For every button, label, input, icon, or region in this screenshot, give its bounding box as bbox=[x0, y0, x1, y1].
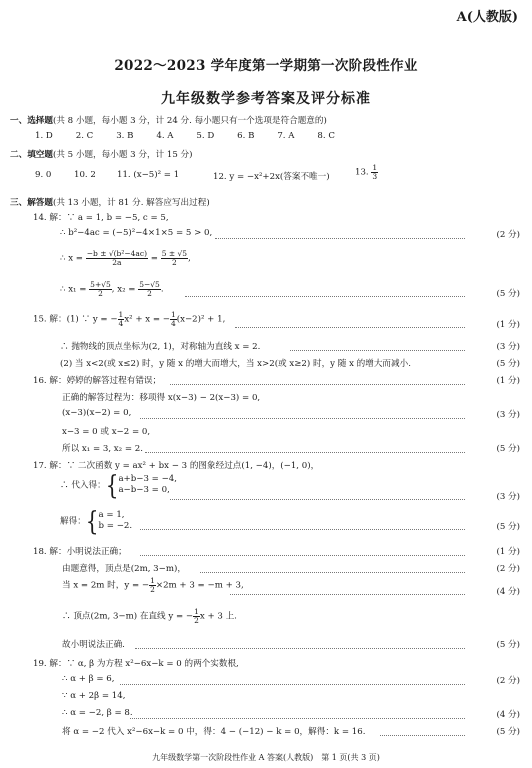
answer-12: 12. y = −x²+2x(答案不唯一) bbox=[213, 172, 330, 182]
q18-score-1: (1 分) bbox=[496, 547, 520, 557]
answer-4: 4. A bbox=[156, 131, 174, 141]
q18-score-2: (2 分) bbox=[496, 564, 520, 574]
q18-line3-pre: 当 x = 2m 时，y = − bbox=[62, 580, 150, 591]
q18-line2: 由题意得，顶点是(2m, 3−m)， bbox=[62, 564, 186, 574]
section3-heading: 三、解答题 bbox=[10, 198, 53, 208]
q14-line4 bbox=[60, 281, 164, 297]
document-title: 2022～2023 学年度第一学期第一次阶段性作业 bbox=[114, 58, 418, 74]
q19-line3: ∵ α + 2β = 14, bbox=[62, 691, 126, 701]
q17-score-1: (3 分) bbox=[496, 492, 520, 502]
fraction-numerator: 1 bbox=[118, 310, 124, 319]
q17-system-2 bbox=[60, 505, 133, 537]
fraction-numerator: 1 bbox=[150, 576, 155, 585]
fraction-numerator: 1 bbox=[171, 310, 176, 319]
q14-line2: ∴ b²−4ac = (−5)²−4×1×5 = 5 > 0, bbox=[60, 228, 213, 238]
q16-line2: 正确的解答过程为：移项得 x(x−3) − 2(x−3) = 0, bbox=[62, 393, 261, 403]
q16-line4: x−3 = 0 或 x−2 = 0, bbox=[62, 427, 151, 437]
leader-dots bbox=[140, 529, 465, 530]
q16-line3: (x−3)(x−2) = 0, bbox=[62, 408, 132, 418]
q15-score-3: (5 分) bbox=[496, 359, 520, 369]
q18-fraction-2 bbox=[193, 608, 200, 624]
q15-line3: (2) 当 x<2(或 x≤2) 时，y 随 x 的增大而增大，当 x>2(或 x≥2) 时，y 随 x 的增大而减小. bbox=[60, 359, 411, 369]
q18-line3-end: ×2m + 3 = −m + 3, bbox=[155, 580, 244, 591]
q15-fraction-2 bbox=[170, 311, 177, 327]
q18-line1: 18. 解：小明说法正确； bbox=[33, 547, 127, 557]
q19-score-3: (5 分) bbox=[496, 727, 520, 737]
leader-dots bbox=[215, 238, 465, 239]
document-subtitle: 九年级数学参考答案及评分标准 bbox=[161, 91, 371, 107]
q18-line4 bbox=[62, 608, 237, 624]
answer-13-label: 13. bbox=[355, 167, 369, 178]
fraction-denominator: 2 bbox=[172, 257, 177, 267]
q16-line5: 所以 x₁ = 3, x₂ = 2. bbox=[62, 444, 143, 454]
q16-score-1: (1 分) bbox=[496, 376, 520, 386]
fraction-numerator: 5 ± √5 bbox=[161, 249, 188, 258]
q17-line3-pre: 解得： bbox=[60, 516, 86, 527]
fraction-denominator: 2a bbox=[112, 257, 122, 267]
q15-line1 bbox=[33, 311, 225, 327]
equation-stack bbox=[99, 510, 133, 532]
q16-score-2: (3 分) bbox=[496, 410, 520, 420]
q18-line3 bbox=[62, 577, 244, 593]
q14-x1-fraction bbox=[89, 281, 112, 297]
q15-line1-mid: x² + x = − bbox=[124, 314, 170, 325]
q14-root-fraction bbox=[86, 250, 148, 266]
q14-score-1: (2 分) bbox=[496, 230, 520, 240]
q15-line1-end: (x−2)² + 1, bbox=[176, 314, 226, 325]
q19-score-2: (4 分) bbox=[496, 710, 520, 720]
brace-icon: { bbox=[85, 505, 99, 537]
answer-1: 1. D bbox=[35, 131, 53, 141]
q18-line5: 故小明说法正确. bbox=[62, 640, 125, 650]
answer-6: 6. B bbox=[237, 131, 255, 141]
leader-dots bbox=[130, 718, 465, 719]
fraction-numerator: 5−√5 bbox=[139, 280, 160, 289]
equation-bottom: b = −2. bbox=[98, 521, 133, 531]
leader-dots bbox=[120, 684, 465, 685]
answer-5: 5. D bbox=[196, 131, 215, 141]
answer-7: 7. A bbox=[277, 131, 295, 141]
leader-dots bbox=[200, 572, 465, 573]
answer-13 bbox=[355, 164, 378, 180]
q15-line1-pre: 15. 解：(1) ∵ y = − bbox=[33, 314, 118, 325]
q14-line4-pre: ∴ x₁ = bbox=[60, 284, 87, 295]
q14-line1: 14. 解：∵ a = 1, b = −5, c = 5, bbox=[33, 213, 169, 223]
q14-score-2: (5 分) bbox=[496, 289, 520, 299]
leader-dots bbox=[140, 555, 465, 556]
equation-top: a+b−3 = −4, bbox=[118, 474, 177, 484]
q16-score-3: (5 分) bbox=[496, 444, 520, 454]
answer-13-fraction bbox=[371, 164, 378, 180]
q15-line2: ∴ 抛物线的顶点坐标为(2, 1)，对称轴为直线 x = 2. bbox=[60, 342, 261, 352]
section3-desc: (共 13 小题，计 81 分. 解答应写出过程) bbox=[52, 198, 210, 208]
section1-header bbox=[10, 114, 327, 126]
section2-desc: (共 5 小题，每小题 3 分，计 15 分) bbox=[52, 150, 193, 160]
q15-score-2: (3 分) bbox=[496, 342, 520, 352]
leader-dots bbox=[185, 296, 465, 297]
equation-stack bbox=[118, 474, 177, 496]
section2-header bbox=[10, 148, 192, 160]
fraction-numerator: 1 bbox=[372, 163, 378, 172]
leader-dots bbox=[235, 327, 465, 328]
q17-score-2: (5 分) bbox=[496, 522, 520, 532]
q19-line4: ∴ α = −2, β = 8. bbox=[62, 708, 133, 718]
q17-system-1 bbox=[60, 469, 177, 501]
q18-score-4: (5 分) bbox=[496, 640, 520, 650]
q15-score-1: (1 分) bbox=[496, 320, 520, 330]
edition-label: A(人教版) bbox=[456, 10, 518, 25]
fraction-numerator: −b ± √(b²−4ac) bbox=[86, 249, 148, 258]
q19-line1: 19. 解：∵ α, β 为方程 x²−6x−k = 0 的两个实数根, bbox=[33, 659, 239, 669]
fraction-denominator: 2 bbox=[150, 584, 155, 594]
leader-dots bbox=[170, 384, 465, 385]
q18-line4-pre: ∴ 顶点(2m, 3−m) 在直线 y = − bbox=[62, 611, 194, 622]
page-footer: 九年级数学第一次阶段性作业 A 答案(人教版) 第 1 页(共 3 页) bbox=[152, 753, 380, 762]
q14-x2-fraction bbox=[138, 281, 161, 297]
equation-bottom: a−b−3 = 0, bbox=[118, 485, 170, 495]
q14-line4-mid: , x₂ = bbox=[111, 284, 136, 295]
answer-9: 9. 0 bbox=[35, 170, 52, 180]
fraction-denominator: 2 bbox=[194, 615, 199, 625]
fraction-denominator: 2 bbox=[147, 288, 152, 298]
q14-line3-pre: ∴ x = bbox=[60, 253, 83, 264]
line-end: , bbox=[188, 253, 191, 264]
section1-heading: 一、选择题 bbox=[10, 116, 53, 126]
fraction-numerator: 5+√5 bbox=[90, 280, 111, 289]
q18-line4-end: x + 3 上. bbox=[199, 611, 237, 622]
q17-line2-pre: ∴ 代入得： bbox=[60, 480, 106, 491]
fraction-denominator: 2 bbox=[98, 288, 103, 298]
line-end: . bbox=[160, 284, 164, 295]
leader-dots bbox=[135, 648, 465, 649]
q17-line1: 17. 解：∵ 二次函数 y = ax² + bx − 3 的图象经过点(1, −4)，(−1, 0)， bbox=[33, 461, 320, 471]
section2-heading: 二、填空题 bbox=[10, 150, 53, 160]
answer-11: 11. (x−5)² = 1 bbox=[117, 170, 180, 180]
leader-dots bbox=[145, 452, 465, 453]
equation-top: a = 1, bbox=[98, 510, 125, 520]
leader-dots bbox=[380, 735, 465, 736]
fraction-denominator: 4 bbox=[118, 318, 124, 328]
q16-line1: 16. 解：婷婷的解答过程有错误； bbox=[33, 376, 162, 386]
q18-fraction-1 bbox=[149, 577, 156, 593]
q19-score-1: (2 分) bbox=[496, 676, 520, 686]
answer-10: 10. 2 bbox=[74, 170, 96, 180]
section1-desc: (共 8 小题，每小题 3 分，计 24 分. 每小题只有一个选项是符合题意的) bbox=[52, 116, 327, 126]
answer-3: 3. B bbox=[116, 131, 134, 141]
q14-value-fraction bbox=[161, 250, 188, 266]
leader-dots bbox=[170, 499, 465, 500]
equals-sign: = bbox=[150, 253, 158, 264]
fraction-denominator: 4 bbox=[171, 318, 176, 328]
leader-dots bbox=[290, 350, 465, 351]
leader-dots bbox=[140, 418, 465, 419]
q18-score-3: (4 分) bbox=[496, 587, 520, 597]
section3-header bbox=[10, 196, 210, 208]
q19-line2: ∴ α + β = 6, bbox=[62, 674, 115, 684]
q19-line5: 将 α = −2 代入 x²−6x−k = 0 中，得：4 − (−12) − k = 0，解得：k = 16. bbox=[62, 727, 366, 737]
q14-line3 bbox=[60, 250, 191, 266]
answer-2: 2. C bbox=[75, 131, 94, 141]
leader-dots bbox=[230, 594, 465, 595]
fraction-numerator: 1 bbox=[194, 607, 199, 616]
section1-answers bbox=[35, 131, 335, 141]
brace-icon: { bbox=[105, 469, 119, 501]
answer-8: 8. C bbox=[317, 131, 335, 141]
fraction-denominator: 3 bbox=[372, 171, 378, 181]
